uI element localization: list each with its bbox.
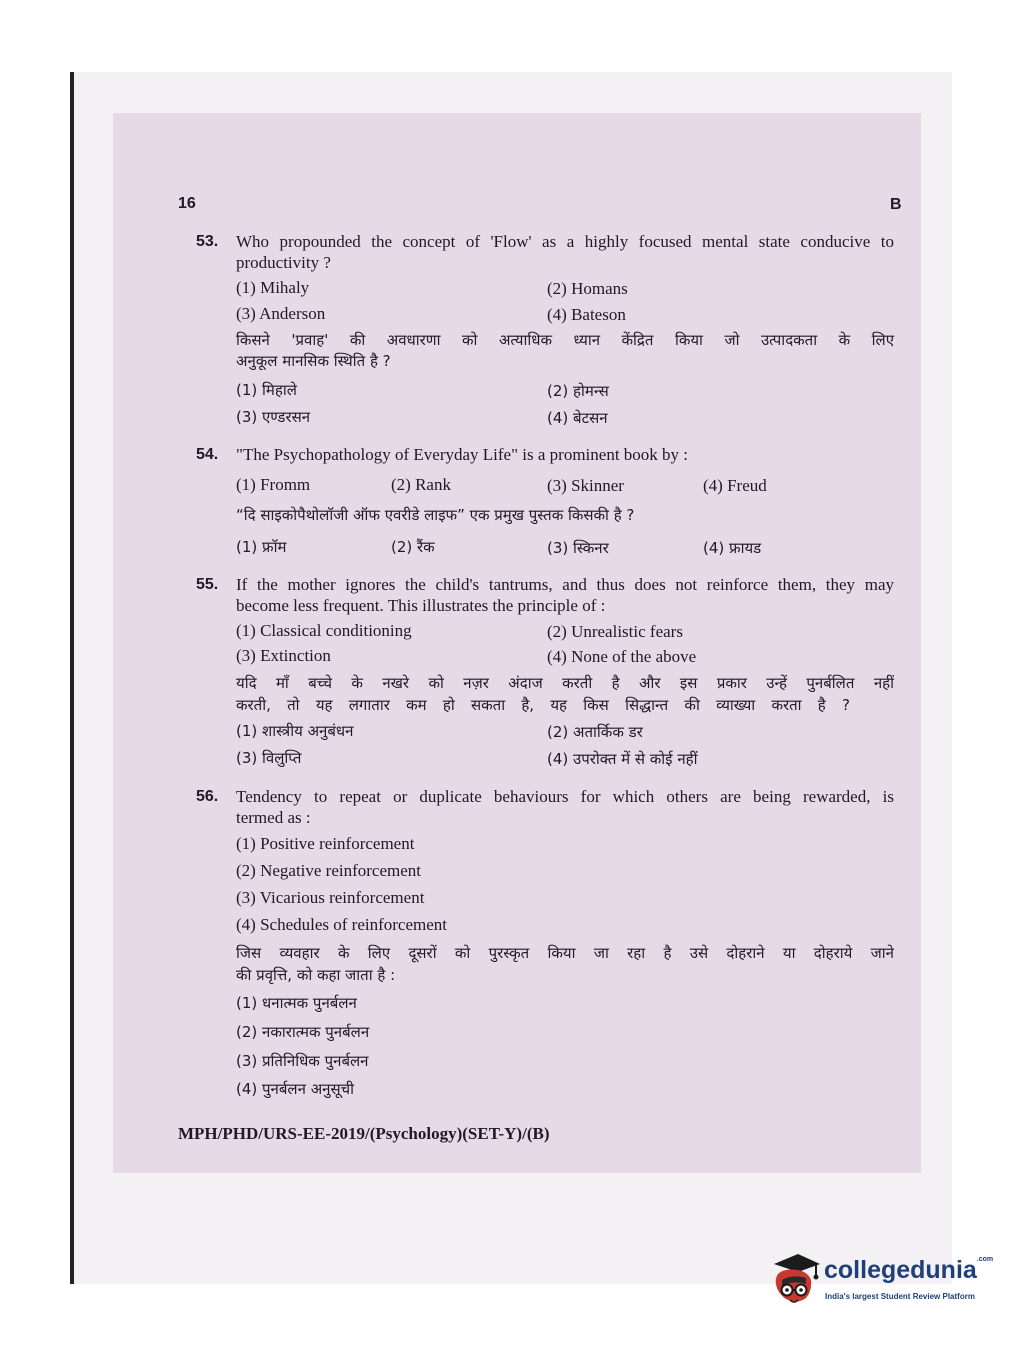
question-text-hi: किसने 'प्रवाह' की अवधारणा को अत्याधिक ध्यान केंद्रित किया जो उत्पादकता के लिए [236, 331, 894, 349]
question-text-hi: जिस व्यवहार के लिए दूसरों को पुरस्कृत किया जा रहा है उसे दोहराने या दोहराये जाने [236, 944, 894, 962]
question-text-hi: की प्रवृत्ति, को कहा जाता है : [236, 966, 396, 984]
logo-brand: collegedunia [824, 1256, 977, 1284]
question-text-hi: करती, तो यह लगातार कम हो सकता है, यह किस सिद्धान्त की व्याख्या करता है ? [236, 696, 850, 714]
option-hi: (2) होमन्स [547, 382, 609, 400]
logo-tagline: India's largest Student Review Platform [825, 1292, 975, 1301]
option-hi: (1) धनात्मक पुनर्बलन [236, 994, 357, 1012]
option-en: (3) Vicarious reinforcement [236, 888, 425, 907]
option-hi: (3) स्किनर [547, 539, 609, 557]
option-hi: (4) उपरोक्त में से कोई नहीं [547, 750, 698, 768]
option-hi: (3) प्रतिनिधिक पुनर्बलन [236, 1052, 369, 1070]
option-en: (4) Bateson [547, 305, 626, 324]
question-text-en: productivity ? [236, 253, 331, 272]
question-text-en: become less frequent. This illustrates the principle of : [236, 596, 606, 615]
option-en: (2) Unrealistic fears [547, 622, 683, 641]
option-hi: (2) रैंक [391, 538, 435, 556]
option-hi: (4) फ्रायड [703, 539, 762, 557]
page-tint [113, 113, 921, 1173]
option-hi: (3) एण्डरसन [236, 408, 311, 426]
option-en: (3) Skinner [547, 476, 624, 495]
option-hi: (2) नकारात्मक पुनर्बलन [236, 1023, 370, 1041]
logo-wordmark [824, 1256, 993, 1285]
question-number: 53. [196, 233, 219, 250]
option-en: (2) Negative reinforcement [236, 861, 422, 880]
question-number: 55. [196, 576, 219, 593]
option-en: (4) Freud [703, 476, 767, 495]
set-code: B [890, 196, 902, 213]
option-en: (4) None of the above [547, 647, 697, 666]
option-en: (3) Anderson [236, 304, 326, 323]
question-text-en: Tendency to repeat or duplicate behaviours for which others are being rewarded, is [236, 787, 894, 806]
option-en: (1) Fromm [236, 475, 311, 494]
question-number: 54. [196, 446, 219, 463]
option-en: (2) Homans [547, 279, 628, 298]
question-text-hi: अनुकूल मानसिक स्थिति है ? [236, 352, 391, 370]
question-text-hi: “दि साइकोपैथोलॉजी ऑफ एवरीडे लाइफ” एक प्रमुख पुस्तक किसकी है ? [236, 506, 635, 524]
option-en: (1) Mihaly [236, 278, 310, 297]
paper-code-footer: MPH/PHD/URS-EE-2019/(Psychology)(SET-Y)/(B) [178, 1124, 550, 1143]
option-hi: (4) बेटसन [547, 409, 608, 427]
page-number: 16 [178, 195, 196, 212]
option-hi: (3) विलुप्ति [236, 749, 302, 767]
question-text-en: If the mother ignores the child's tantrums, and thus does not reinforce them, they may [236, 575, 894, 594]
option-hi: (1) फ्रॉम [236, 538, 287, 556]
question-text-en: termed as : [236, 808, 311, 827]
question-text-en: "The Psychopathology of Everyday Life" is a prominent book by : [236, 445, 689, 464]
collegedunia-logo [768, 1250, 994, 1312]
option-hi: (1) शास्त्रीय अनुबंधन [236, 722, 354, 740]
logo-domain: .com [976, 1256, 994, 1263]
option-en: (1) Positive reinforcement [236, 834, 415, 853]
option-en: (2) Rank [391, 475, 451, 494]
option-hi: (2) अतार्किक डर [547, 723, 643, 741]
option-en: (3) Extinction [236, 646, 331, 665]
graduate-mascot-icon [768, 1250, 822, 1312]
option-en: (1) Classical conditioning [236, 621, 412, 640]
question-number: 56. [196, 788, 219, 805]
option-en: (4) Schedules of reinforcement [236, 915, 447, 934]
question-text-en: Who propounded the concept of 'Flow' as a highly focused mental state conducive to [236, 232, 894, 251]
option-hi: (4) पुनर्बलन अनुसूची [236, 1080, 355, 1098]
option-hi: (1) मिहाले [236, 381, 297, 399]
question-text-hi: यदि माँ बच्चे के नखरे को नज़र अंदाज करती है और इस प्रकार उन्हें पुनर्बलित नहीं [236, 674, 894, 692]
